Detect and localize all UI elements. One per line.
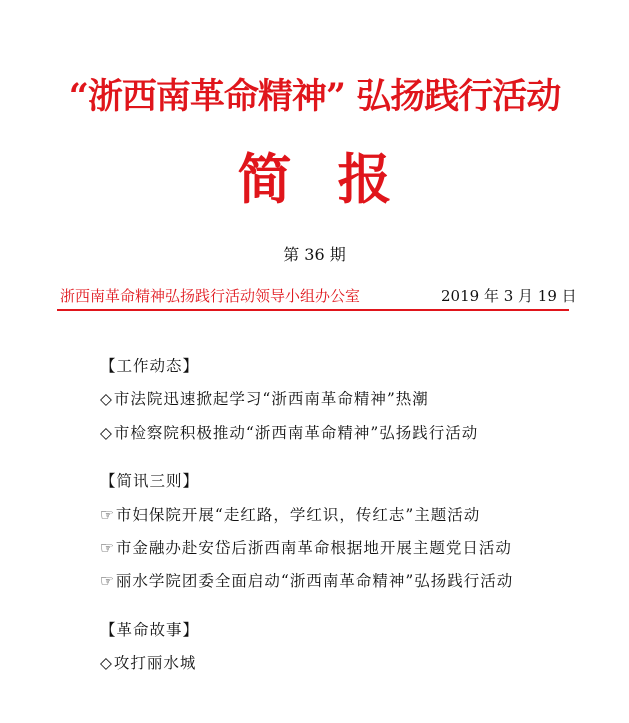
toc-item-label: 丽水学院团委全面启动“浙西南革命精神”弘扬践行活动 (115, 572, 514, 590)
toc-item-label: 市检察院积极推动“浙西南革命精神”弘扬践行活动 (113, 424, 479, 442)
pointing-hand-icon: ☞ (100, 506, 115, 524)
pointing-hand-icon: ☞ (100, 572, 115, 590)
toc-item[interactable] (100, 652, 196, 674)
section-title-work-news: 【工作动态】 (100, 357, 200, 375)
toc-item[interactable] (100, 570, 513, 592)
toc-item-label: 攻打丽水城 (113, 654, 197, 672)
diamond-icon: ◇ (100, 424, 113, 442)
issue-number: 第 36 期 (283, 245, 346, 264)
diamond-icon: ◇ (100, 654, 113, 672)
toc-item[interactable] (100, 504, 480, 526)
issue-date: 2019 年 3 月 19 日 (441, 287, 577, 305)
toc-item[interactable] (100, 537, 512, 559)
issuing-office: 浙西南革命精神弘扬践行活动领导小组办公室 (60, 287, 361, 305)
toc-item[interactable] (100, 422, 478, 444)
section-title-revolution-stories: 【革命故事】 (100, 621, 200, 639)
toc-item-label: 市法院迅速掀起学习“浙西南革命精神”热潮 (113, 390, 429, 408)
masthead-headline: “浙西南革命精神” 弘扬践行活动 (68, 76, 561, 117)
section-title-briefs: 【简讯三则】 (100, 472, 200, 490)
pointing-hand-icon: ☞ (100, 539, 115, 557)
toc-item-label: 市金融办赴安岱后浙西南革命根据地开展主题党日活动 (115, 539, 512, 557)
bulletin-title: 简报 (237, 147, 438, 211)
toc-item-label: 市妇保院开展“走红路，学红识，传红志”主题活动 (115, 506, 481, 524)
diamond-icon: ◇ (100, 390, 113, 408)
toc-item[interactable] (100, 388, 429, 410)
header-divider (57, 309, 569, 311)
